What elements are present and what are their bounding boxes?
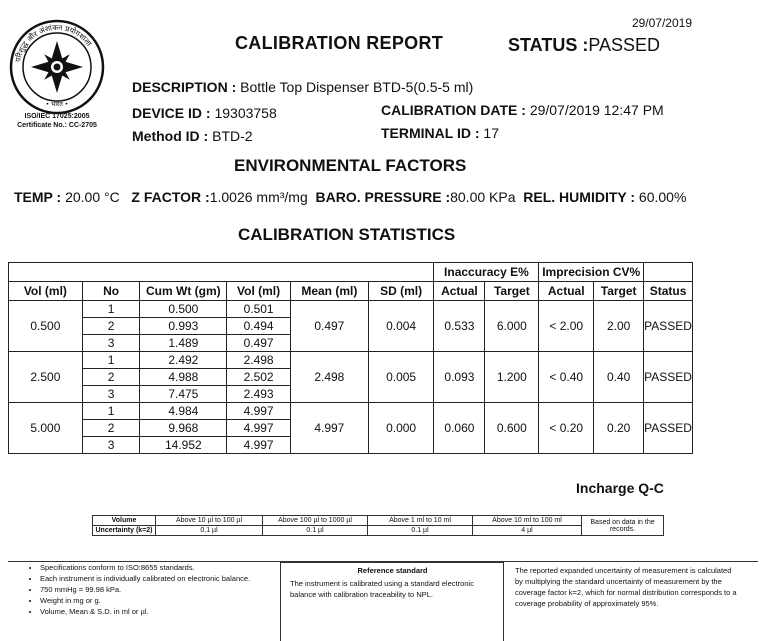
table-row [9, 403, 693, 420]
baro-value: 80.00 KPa [450, 189, 516, 205]
description-value: Bottle Top Dispenser BTD-5(0.5-5 ml) [240, 79, 474, 95]
footer-note: • Specifications conform to ISO:8655 standards. [40, 562, 280, 573]
uncertainty-note-cell: Based on data in the records. [582, 516, 664, 536]
accreditation-seal-logo [8, 18, 106, 116]
status-value: PASSED [588, 35, 661, 55]
measured-volume-cell: 2.493 [227, 386, 291, 403]
mean-cell: 2.498 [290, 352, 368, 403]
cumulative-weight-cell: 0.500 [140, 301, 227, 318]
footer-note: • Volume, Mean & S.D. in ml or µl. [40, 606, 280, 617]
volume-range-cell: Above 1 ml to 10 ml [368, 516, 473, 526]
report-date: 29/07/2019 [631, 16, 692, 30]
imprecision-group-header: Imprecision CV% [539, 263, 644, 282]
uncertainty-value-cell: 0.1 µl [368, 526, 473, 536]
table-column-header-row [9, 282, 693, 301]
cumulative-weight-cell: 1.489 [140, 335, 227, 352]
device-id-row [132, 105, 277, 121]
col-header: Target [594, 282, 644, 301]
terminal-id-row [381, 125, 499, 141]
reading-number-cell: 1 [82, 301, 140, 318]
imprecision-target-cell: 0.40 [594, 352, 644, 403]
calibration-date-value: 29/07/2019 12:47 PM [529, 102, 664, 118]
status-indicator [508, 35, 660, 56]
humidity-label: REL. HUMIDITY : [523, 189, 636, 205]
status-cell: PASSED [644, 403, 693, 454]
volume-range-cell: Above 100 µl to 1000 µl [263, 516, 368, 526]
col-header: Mean (ml) [290, 282, 368, 301]
table-group-header-row [9, 263, 693, 282]
measured-volume-cell: 2.502 [227, 369, 291, 386]
table-group-header-blank [9, 263, 434, 282]
footer-note: • Each instrument is individually calibrated on electronic balance. [40, 573, 280, 584]
uncertainty-table [92, 515, 664, 536]
measured-volume-cell: 0.497 [227, 335, 291, 352]
col-header: Vol (ml) [9, 282, 83, 301]
measured-volume-cell: 2.498 [227, 352, 291, 369]
description-label: DESCRIPTION : [132, 79, 237, 95]
col-header: Actual [539, 282, 594, 301]
sd-cell: 0.004 [368, 301, 434, 352]
inaccuracy-actual-cell: 0.093 [434, 352, 485, 403]
measured-volume-cell: 4.997 [227, 403, 291, 420]
reading-number-cell: 1 [82, 403, 140, 420]
mean-cell: 0.497 [290, 301, 368, 352]
svg-text:• भारत •: • भारत • [45, 101, 69, 108]
col-header: Target [485, 282, 539, 301]
measured-volume-cell: 4.997 [227, 420, 291, 437]
inaccuracy-group-header: Inaccuracy E% [434, 263, 539, 282]
method-id-label: Method ID : [132, 128, 209, 144]
device-id-value: 19303758 [214, 105, 277, 121]
imprecision-target-cell: 2.00 [594, 301, 644, 352]
description-row [132, 79, 473, 95]
col-header: Actual [434, 282, 485, 301]
sd-cell: 0.005 [368, 352, 434, 403]
uncertainty-value-cell: 0.1 µl [156, 526, 263, 536]
col-header: Vol (ml) [227, 282, 291, 301]
statistics-heading: CALIBRATION STATISTICS [238, 225, 456, 244]
incharge-signature-label: Incharge Q-C [576, 480, 664, 496]
reading-number-cell: 3 [82, 386, 140, 403]
imprecision-actual-cell: < 2.00 [539, 301, 594, 352]
nominal-volume-cell: 5.000 [9, 403, 83, 454]
uncertainty-value-row [93, 526, 664, 536]
volume-range-cell: Above 10 µl to 100 µl [156, 516, 263, 526]
measured-volume-cell: 0.501 [227, 301, 291, 318]
uncertainty-volume-row [93, 516, 664, 526]
uncertainty-value-cell: 0.1 µl [263, 526, 368, 536]
inaccuracy-target-cell: 0.600 [485, 403, 539, 454]
reference-standard-text: The instrument is calibrated using a standard electronic balance with calibration traceability to NPL. [290, 579, 474, 599]
method-id-row [132, 128, 253, 144]
uncertainty-value-cell: 4 µl [473, 526, 582, 536]
cumulative-weight-cell: 4.984 [140, 403, 227, 420]
status-cell: PASSED [644, 301, 693, 352]
uncertainty-label-cell: Uncertainty (k=2) [93, 526, 156, 536]
col-header: No [82, 282, 140, 301]
reading-number-cell: 1 [82, 352, 140, 369]
measured-volume-cell: 4.997 [227, 437, 291, 454]
reading-number-cell: 3 [82, 335, 140, 352]
svg-text:परिशुद्ध और अंशांकन प्रयोगशाला: परिशुद्ध और अंशांकन प्रयोगशाला [13, 22, 94, 63]
footer-note: • Weight in mg or g. [40, 595, 280, 606]
nominal-volume-cell: 0.500 [9, 301, 83, 352]
terminal-id-value: 17 [483, 125, 499, 141]
imprecision-target-cell: 0.20 [594, 403, 644, 454]
status-label: STATUS : [508, 35, 589, 55]
sd-cell: 0.000 [368, 403, 434, 454]
table-row [9, 352, 693, 369]
device-id-label: DEVICE ID : [132, 105, 211, 121]
environment-row [14, 189, 686, 205]
table-group-header-blank-status [644, 263, 693, 282]
reading-number-cell: 3 [82, 437, 140, 454]
temp-value: 20.00 °C [65, 189, 120, 205]
col-header: Status [644, 282, 693, 301]
inaccuracy-target-cell: 6.000 [485, 301, 539, 352]
cumulative-weight-cell: 9.968 [140, 420, 227, 437]
cumulative-weight-cell: 2.492 [140, 352, 227, 369]
status-cell: PASSED [644, 352, 693, 403]
certificate-number-caption: Certificate No.: CC-2705 [17, 122, 97, 129]
col-header: SD (ml) [368, 282, 434, 301]
cumulative-weight-cell: 0.993 [140, 318, 227, 335]
inaccuracy-target-cell: 1.200 [485, 352, 539, 403]
reference-standard-heading: Reference standard [357, 566, 428, 575]
footer-note: • 750 mmHg = 99.98 kPa. [40, 584, 280, 595]
volume-label-cell: Volume [93, 516, 156, 526]
method-id-value: BTD-2 [212, 128, 253, 144]
reference-standard [290, 565, 495, 600]
calibration-date-label: CALIBRATION DATE : [381, 102, 526, 118]
imprecision-actual-cell: < 0.40 [539, 352, 594, 403]
baro-label: BARO. PRESSURE : [315, 189, 451, 205]
table-row [9, 301, 693, 318]
temp-label: TEMP : [14, 189, 62, 205]
zfactor-label: Z FACTOR : [131, 189, 210, 205]
iso-certification-caption: ISO/IEC 17025:2005 [24, 113, 90, 120]
report-title: CALIBRATION REPORT [235, 33, 444, 53]
terminal-id-label: TERMINAL ID : [381, 125, 480, 141]
calibration-date-row [381, 102, 664, 118]
inaccuracy-actual-cell: 0.533 [434, 301, 485, 352]
measured-volume-cell: 0.494 [227, 318, 291, 335]
nominal-volume-cell: 2.500 [9, 352, 83, 403]
reading-number-cell: 2 [82, 318, 140, 335]
zfactor-value: 1.0026 mm³/mg [209, 189, 308, 205]
imprecision-actual-cell: < 0.20 [539, 403, 594, 454]
col-header: Cum Wt (gm) [140, 282, 227, 301]
cumulative-weight-cell: 7.475 [140, 386, 227, 403]
environment-heading: ENVIRONMENTAL FACTORS [234, 156, 467, 175]
footer-notes [30, 562, 280, 617]
reading-number-cell: 2 [82, 420, 140, 437]
cumulative-weight-cell: 14.952 [140, 437, 227, 454]
volume-range-cell: Above 10 ml to 100 ml [473, 516, 582, 526]
humidity-value: 60.00% [638, 189, 687, 205]
uncertainty-statement: The reported expanded uncertainty of measurement is calculated by multiplying the standard uncertainty of measurement by the coverage factor k=2, which for normal distribution corresponds to a coverage probability of approximately 95%. [515, 566, 737, 608]
cumulative-weight-cell: 4.988 [140, 369, 227, 386]
mean-cell: 4.997 [290, 403, 368, 454]
calibration-table [8, 262, 693, 454]
inaccuracy-actual-cell: 0.060 [434, 403, 485, 454]
reading-number-cell: 2 [82, 369, 140, 386]
